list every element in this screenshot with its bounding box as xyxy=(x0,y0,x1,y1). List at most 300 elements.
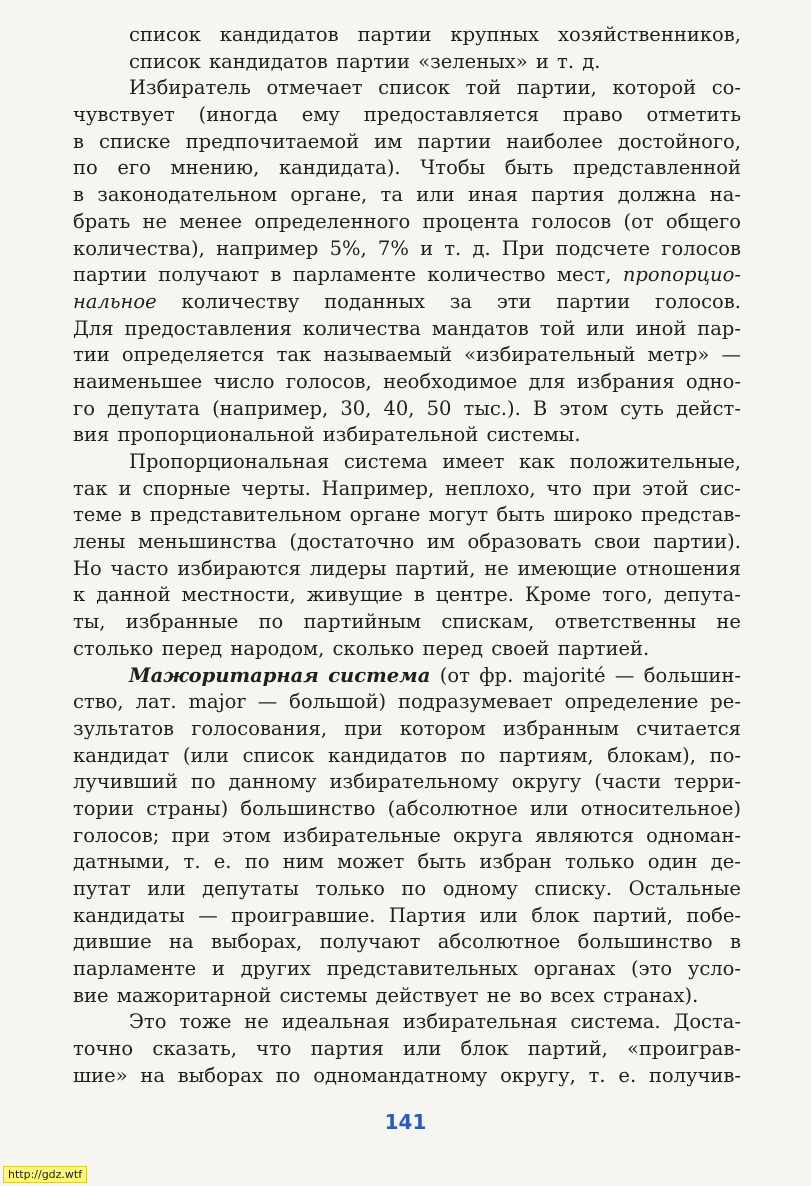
word: народом, xyxy=(230,636,325,660)
word: поданных xyxy=(324,289,425,313)
word: что xyxy=(546,476,582,500)
word: выборах xyxy=(177,1063,263,1087)
word: им xyxy=(426,530,455,554)
text-line xyxy=(73,236,741,263)
word: депутаты xyxy=(202,877,299,900)
word: предоставления xyxy=(124,316,292,340)
word: Пропорциональная xyxy=(129,450,330,473)
text-line xyxy=(73,663,741,690)
word: пар- xyxy=(697,316,741,340)
word: депутата xyxy=(107,396,200,420)
word: партии, xyxy=(516,76,597,100)
word: мнению, xyxy=(170,156,260,180)
word: и xyxy=(118,476,132,500)
page-text xyxy=(73,22,741,1090)
word: кандидатов xyxy=(208,49,328,73)
word: предоставляется xyxy=(363,103,540,127)
word: усло- xyxy=(687,957,741,981)
word: кандидата). xyxy=(278,156,401,180)
word: считается xyxy=(636,716,741,740)
word: выборах, xyxy=(210,930,303,954)
word: списке xyxy=(99,129,171,153)
word: быть xyxy=(496,503,545,527)
word: относительное) xyxy=(580,796,741,820)
word: той xyxy=(465,76,502,100)
word: системы xyxy=(279,983,368,1007)
text-line xyxy=(73,262,741,289)
word: органах xyxy=(533,957,616,981)
word: голосов, xyxy=(285,369,372,393)
word: ему xyxy=(301,103,340,127)
word: того, xyxy=(602,583,653,607)
word: одному xyxy=(442,877,518,900)
text-line xyxy=(73,155,741,182)
word: список xyxy=(129,49,201,73)
word: кандидат xyxy=(73,743,170,767)
word: та xyxy=(380,183,403,207)
word: не xyxy=(486,983,512,1007)
word: 50 xyxy=(426,396,452,420)
word: органе xyxy=(349,503,421,527)
word: получив- xyxy=(648,1063,741,1087)
word: — xyxy=(614,663,635,687)
word: парламенте xyxy=(292,263,416,287)
word: чувствует xyxy=(73,103,175,127)
word: в xyxy=(130,503,142,527)
text-line xyxy=(73,823,741,850)
word: «избирательный xyxy=(464,343,636,367)
word: majorité xyxy=(522,663,606,687)
word: голосов; xyxy=(73,823,160,847)
word: эти xyxy=(496,289,532,313)
word: — xyxy=(721,343,741,367)
word: партий, xyxy=(592,903,673,927)
word: не xyxy=(244,1010,269,1034)
term-bold-italic: система xyxy=(328,663,431,687)
word: вия xyxy=(73,423,110,447)
word: округу, xyxy=(500,1063,576,1087)
word: широко xyxy=(553,503,633,527)
word: этом xyxy=(222,823,271,847)
word: в xyxy=(270,263,282,287)
text-line xyxy=(73,396,741,423)
word: теме xyxy=(73,503,123,527)
word: д. xyxy=(582,49,601,73)
text-line xyxy=(73,1036,741,1063)
word: в xyxy=(413,583,425,607)
word: избранным xyxy=(502,716,620,740)
word: побе- xyxy=(686,903,741,927)
word: (например, xyxy=(212,396,329,420)
word: неплохо, xyxy=(445,476,536,500)
word: большинство xyxy=(240,796,376,820)
word: партия xyxy=(310,1037,384,1061)
term-bold-italic: Мажоритарная xyxy=(129,663,319,687)
word: имеющие xyxy=(517,556,617,580)
word: предпочитаемой xyxy=(185,129,360,153)
word: избираются xyxy=(177,556,301,580)
text-line xyxy=(73,476,741,503)
word: точно xyxy=(73,1037,134,1061)
word: количества xyxy=(302,316,421,340)
word: процента xyxy=(422,209,520,233)
word: других xyxy=(240,957,311,981)
word: на- xyxy=(709,183,741,207)
word: ство, xyxy=(73,690,124,714)
word: живущие xyxy=(306,583,403,607)
word: по- xyxy=(709,743,741,767)
word: большой) xyxy=(289,690,387,714)
word: система. xyxy=(570,1010,661,1034)
word: за xyxy=(449,289,473,313)
word: абсолютное xyxy=(437,930,561,954)
word: наиболее xyxy=(506,129,603,153)
word: Это xyxy=(129,1010,167,1034)
word: той xyxy=(539,316,576,340)
word: при xyxy=(171,823,210,847)
word: образовать xyxy=(467,530,582,554)
word: При xyxy=(501,236,545,260)
word: 40, xyxy=(383,396,415,420)
word: де- xyxy=(710,850,741,874)
word: избирательной xyxy=(322,423,479,447)
word: (части xyxy=(594,770,662,794)
text-line xyxy=(73,102,741,129)
word: мандатов xyxy=(431,316,529,340)
word: Например, xyxy=(321,476,435,500)
word: свои xyxy=(594,530,641,554)
word: общего xyxy=(665,209,741,233)
text-line xyxy=(73,502,741,529)
word: необходимое xyxy=(383,369,518,393)
text-line xyxy=(73,449,741,476)
word: по xyxy=(275,1063,301,1087)
word: партии xyxy=(417,129,492,153)
word: кандидатов xyxy=(219,23,339,46)
word: ответственны xyxy=(554,610,697,634)
word: что xyxy=(256,1037,292,1061)
word: так xyxy=(276,343,312,367)
text-line xyxy=(73,289,741,316)
text-line xyxy=(73,716,741,743)
word: количеству xyxy=(181,289,300,313)
word: этой xyxy=(642,476,689,500)
word: Для xyxy=(73,316,114,340)
word: фр. xyxy=(479,663,514,687)
word: представительных xyxy=(326,957,518,981)
word: сис- xyxy=(699,476,741,500)
word: е. xyxy=(213,850,232,874)
word: тии xyxy=(73,343,110,367)
word: быть xyxy=(417,850,467,874)
word: странах). xyxy=(603,983,699,1007)
word: «зеленых» xyxy=(418,49,528,73)
word: этом xyxy=(559,396,608,420)
word: или xyxy=(529,796,569,820)
word: по xyxy=(258,610,284,634)
word: партия xyxy=(531,183,605,207)
word: страны) xyxy=(146,796,229,820)
word: как xyxy=(518,450,555,473)
word: пропорциональной xyxy=(117,423,315,447)
word: определяется xyxy=(121,343,265,367)
word: только xyxy=(565,850,635,874)
word: (абсолютное xyxy=(387,796,518,820)
word: столько xyxy=(73,636,154,660)
word: большинство xyxy=(577,930,713,954)
word: проигравшие. xyxy=(231,903,376,927)
word: терри- xyxy=(674,770,741,794)
word: в xyxy=(729,930,741,954)
word: число xyxy=(213,369,275,393)
word: Чтобы xyxy=(420,156,486,180)
word: избирательные xyxy=(282,823,441,847)
word: 5%, xyxy=(329,236,367,260)
text-line xyxy=(73,689,741,716)
word: по xyxy=(401,877,427,900)
word: не xyxy=(484,556,509,580)
word: блок xyxy=(531,903,580,927)
word: путат xyxy=(73,877,131,900)
word: одно- xyxy=(685,369,741,393)
word: в xyxy=(73,183,84,207)
word-italic: нальное xyxy=(73,289,157,313)
word: ним xyxy=(282,850,324,874)
word: представительном xyxy=(149,503,342,527)
word: или xyxy=(479,903,518,927)
word: действует xyxy=(375,983,479,1007)
word: получают xyxy=(158,263,260,287)
text-line xyxy=(73,422,741,449)
word: парламенте xyxy=(73,957,197,981)
text-line xyxy=(73,849,741,876)
word: major xyxy=(188,690,246,714)
word: одноман- xyxy=(646,823,741,847)
text-line xyxy=(73,929,741,956)
text-line xyxy=(73,369,741,396)
word: округа xyxy=(453,823,523,847)
word: которой xyxy=(612,76,697,100)
word: избран xyxy=(479,850,552,874)
word: им xyxy=(374,129,403,153)
word: (достаточно xyxy=(289,530,415,554)
word: по xyxy=(190,770,216,794)
word: Но xyxy=(73,556,102,580)
word: список xyxy=(378,76,450,100)
word: представленной xyxy=(573,156,741,180)
text-line xyxy=(73,1009,741,1036)
word: подразумевает xyxy=(398,690,553,714)
word: своей xyxy=(491,636,550,660)
word: партии xyxy=(73,263,147,287)
word: при xyxy=(344,716,383,740)
word: т. xyxy=(588,1063,606,1087)
word: черты. xyxy=(241,476,311,500)
word: го xyxy=(73,396,95,420)
word: например xyxy=(216,236,319,260)
word: вие xyxy=(73,983,109,1007)
word: дейст- xyxy=(676,396,741,420)
text-line xyxy=(73,556,741,583)
word: может xyxy=(337,850,405,874)
word: партией. xyxy=(557,636,650,660)
watermark-link[interactable]: http://gdz.wtf xyxy=(3,1166,87,1183)
word: достойного, xyxy=(617,129,741,153)
word: по xyxy=(244,850,270,874)
word: партий, xyxy=(395,556,476,580)
word: (иногда xyxy=(198,103,278,127)
word: органе, xyxy=(290,183,368,207)
word: часто xyxy=(110,556,169,580)
word: избранные xyxy=(125,610,239,634)
word: список xyxy=(129,23,201,46)
word: меньшинства xyxy=(138,530,277,554)
word: (от xyxy=(439,663,470,687)
word: идеальная xyxy=(281,1010,390,1034)
text-line xyxy=(73,796,741,823)
word: (или xyxy=(182,743,229,767)
word: к xyxy=(73,583,86,607)
text-line xyxy=(73,956,741,983)
word: партий, xyxy=(527,1037,608,1061)
word: партии xyxy=(556,289,631,313)
word: ре- xyxy=(710,690,741,714)
word: или xyxy=(147,877,186,900)
text-line xyxy=(73,903,741,930)
word: крупных xyxy=(450,23,540,46)
text-line xyxy=(73,209,741,236)
text-line xyxy=(73,582,741,609)
word: д. xyxy=(472,236,491,260)
text-line xyxy=(73,49,741,76)
word: блок xyxy=(460,1037,509,1061)
word: (от xyxy=(623,209,654,233)
word: по xyxy=(73,156,98,180)
word: могут xyxy=(428,503,488,527)
word: партии xyxy=(357,23,432,46)
word: блокам), xyxy=(607,743,696,767)
word: голосов. xyxy=(655,289,741,313)
word-italic: пропорцио- xyxy=(622,263,741,287)
word: перед xyxy=(161,636,223,660)
word: «проиграв- xyxy=(626,1037,741,1061)
word: т. xyxy=(557,49,575,73)
word: на xyxy=(140,1063,166,1087)
word: иная xyxy=(467,183,518,207)
word: Избиратель xyxy=(129,76,251,100)
word: менее xyxy=(179,209,243,233)
word: партиям, xyxy=(499,743,594,767)
word: во xyxy=(519,983,543,1007)
word: определенного xyxy=(254,209,411,233)
word: представ- xyxy=(640,503,741,527)
word: суть xyxy=(620,396,664,420)
word: списку. xyxy=(534,877,613,900)
word: должна xyxy=(617,183,697,207)
word: лидеры xyxy=(309,556,387,580)
word: округу xyxy=(511,770,582,794)
word: хозяйственников, xyxy=(557,23,741,46)
word: Остальные xyxy=(628,877,741,900)
word: депута- xyxy=(663,583,741,607)
word: отметить xyxy=(646,103,741,127)
text-line xyxy=(73,316,741,343)
word: (это xyxy=(631,957,673,981)
word: лучивший xyxy=(73,770,178,794)
word: избирательная xyxy=(402,1010,558,1034)
word: тоже xyxy=(179,1010,232,1034)
word: 30, xyxy=(340,396,372,420)
word: местности, xyxy=(181,583,296,607)
word: т. xyxy=(183,850,201,874)
word: перед xyxy=(422,636,484,660)
word: е. xyxy=(618,1063,637,1087)
word: так xyxy=(73,476,108,500)
page-number: 141 xyxy=(384,1110,427,1134)
word: Партия xyxy=(388,903,467,927)
word: партии xyxy=(336,49,410,73)
word: данной xyxy=(96,583,171,607)
word: иной xyxy=(635,316,687,340)
word: в xyxy=(73,129,84,153)
word: на xyxy=(168,930,194,954)
word: голосов xyxy=(661,236,741,260)
word: голосования, xyxy=(191,716,328,740)
word: В xyxy=(532,396,548,420)
word: всех xyxy=(550,983,595,1007)
word: партии). xyxy=(653,530,741,554)
word: положительные, xyxy=(569,450,741,473)
word: для xyxy=(528,369,566,393)
word: подсчете xyxy=(555,236,651,260)
word: количества), xyxy=(73,236,205,260)
word: определение xyxy=(564,690,699,714)
word: дившие xyxy=(73,930,152,954)
word: одномандатному xyxy=(313,1063,488,1087)
word: голосов xyxy=(531,209,612,233)
text-line xyxy=(73,182,741,209)
word: не xyxy=(716,610,741,634)
word: или xyxy=(402,1037,442,1061)
word: спискам, xyxy=(441,610,535,634)
word: тыс.). xyxy=(463,396,521,420)
word: отношения xyxy=(625,556,741,580)
word: сколько xyxy=(332,636,415,660)
word: котором xyxy=(399,716,486,740)
text-line xyxy=(73,609,741,636)
word: 7% xyxy=(377,236,409,260)
word: ты, xyxy=(73,610,106,634)
word: тории xyxy=(73,796,135,820)
word: метр» xyxy=(647,343,710,367)
word: Доста- xyxy=(673,1010,741,1034)
word: датными, xyxy=(73,850,171,874)
word: один xyxy=(647,850,698,874)
word: избрания xyxy=(576,369,675,393)
word: отмечает xyxy=(266,76,363,100)
word: — xyxy=(198,903,218,927)
word: т. xyxy=(444,236,462,260)
word: мажоритарной xyxy=(116,983,272,1007)
word: избирательному xyxy=(329,770,499,794)
word: центре. xyxy=(435,583,514,607)
word: и xyxy=(420,236,434,260)
word: только xyxy=(315,877,385,900)
word: количество xyxy=(427,263,546,287)
word: наименьшее xyxy=(73,369,203,393)
text-line xyxy=(73,769,741,796)
text-line xyxy=(73,129,741,156)
